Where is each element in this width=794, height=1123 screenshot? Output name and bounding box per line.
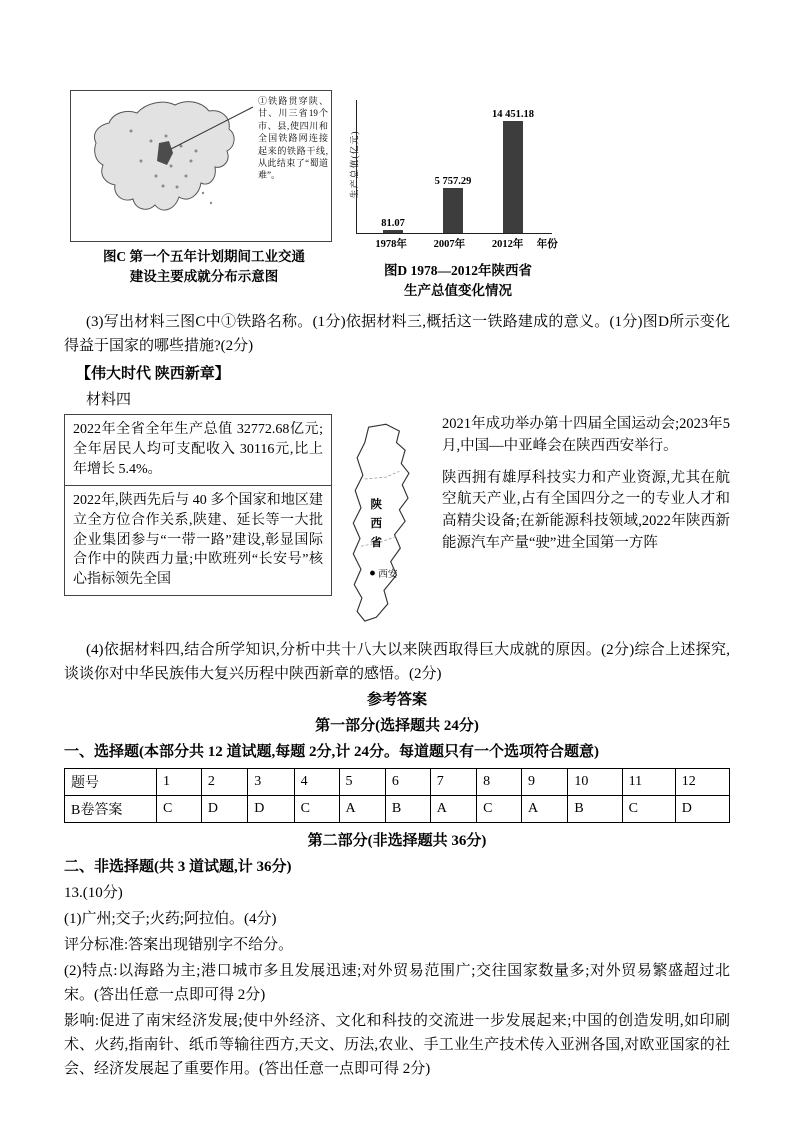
section1-instructions: 一、选择题(本部分共 12 道试题,每题 2分,计 24分。每道题只有一个选项符合题意) <box>64 744 599 761</box>
figure-c-caption <box>70 247 338 286</box>
bar-1978 <box>383 230 403 233</box>
x-axis-labels <box>356 236 562 251</box>
table-header-cell: 7 <box>430 769 476 796</box>
reference-answers-title: 参考答案 <box>366 692 427 709</box>
answer-cell: B <box>568 796 622 823</box>
answer-cell: D <box>675 796 729 823</box>
material-4-cell-gdp: 2022年全省全年生产总值 32772.68亿元;全年居民人均可支配收入 30116元,比上年增长 5.4%。 <box>64 414 332 486</box>
answer-cell: A <box>339 796 385 823</box>
answer-table-header-row <box>65 769 730 796</box>
figure-d-caption <box>338 261 578 300</box>
answer-table <box>64 768 730 823</box>
bar-group-2007 <box>423 176 483 233</box>
bar-chart <box>338 96 563 256</box>
railway-annotation: ①铁路贯穿陕、甘、川三省19个市、县,使四川和全国铁路网连接起来的铁路干线,从此结束了“蜀道难”。 <box>258 96 328 181</box>
answer-cell: D <box>248 796 294 823</box>
table-header-cell: 2 <box>201 769 247 796</box>
province-label-char1: 陕 <box>370 498 383 511</box>
bar-group-1978 <box>363 218 423 233</box>
x-tick-2012: 2012年 <box>491 239 524 250</box>
grading-note: 评分标准:答案出现错别字不给分。 <box>64 937 294 954</box>
province-label-char2: 西 <box>370 518 383 531</box>
figure-d <box>338 90 578 300</box>
bar-group-2012 <box>483 109 543 233</box>
material-4-cell-tech: 陕西拥有雄厚科技实力和产业资源,尤其在航空航天产业,占有全国四分之一的专业人才和高精尖设备;在新能源科技领域,2022年陕西新能源汽车产量“驶”进全国第一方阵 <box>442 469 730 551</box>
answer-row-label: B卷答案 <box>65 796 157 823</box>
table-header-cell: 4 <box>294 769 339 796</box>
question-3-text: (3)写出材料三图C中①铁路名称。(1分)依据材料三,概括这一铁路建成的意义。(1分)图D所示变化得益于国家的哪些措施?(2分) <box>64 314 730 355</box>
table-header-cell: 5 <box>339 769 385 796</box>
figure-d-caption-line1: 图D 1978—2012年陕西省 <box>383 263 533 278</box>
table-header-cell: 11 <box>622 769 675 796</box>
answer-cell: C <box>157 796 202 823</box>
figure-c-caption-line1: 图C 第一个五年计划期间工业交通 <box>102 249 306 264</box>
material-4-left-column <box>64 414 332 634</box>
bar-value-label: 14 451.18 <box>492 109 534 120</box>
answer-cell: C <box>294 796 339 823</box>
bar-2012 <box>503 121 523 233</box>
answer-item-2-impact: 影响:促进了南宋经济发展;使中外经济、文化和科技的交流进一步发展起来;中国的创造发明,如印刷术、火药,指南针、纸币等输往西方,天文、历法,农业、手工业生产技术传入亚洲各国,对欧亚国家的社会、经济发展起了重要作用。(答出任意一点即可得 2分) <box>64 1013 730 1078</box>
table-header-cell: 8 <box>477 769 522 796</box>
x-tick-2007: 2007年 <box>433 239 466 250</box>
table-header-cell: 10 <box>568 769 622 796</box>
bar-value-label: 5 757.29 <box>434 176 472 187</box>
table-header-cell: 6 <box>385 769 430 796</box>
material-4-block <box>64 414 730 634</box>
table-header-cell: 9 <box>522 769 568 796</box>
answer-table-values-row <box>65 796 730 823</box>
question-13-label: 13.(10分) <box>64 885 123 902</box>
material-4-map <box>332 414 436 634</box>
answer-item-1: (1)广州;交子;火药;阿拉伯。(4分) <box>64 911 277 928</box>
material-4-right-column <box>436 414 730 634</box>
part1-title: 第一部分(选择题共 24分) <box>315 718 479 735</box>
answer-item-2-features: (2)特点:以海路为主;港口城市多且发展迅速;对外贸易范围广;交往国家数量多;对外贸易繁盛超过北宋。(答出任意一点即可得 2分) <box>64 963 730 1004</box>
answer-cell: B <box>385 796 430 823</box>
bar-value-label: 81.07 <box>381 218 405 229</box>
figure-c <box>70 90 338 300</box>
table-header-cell: 3 <box>248 769 294 796</box>
section2-instructions: 二、非选择题(共 3 道试题,计 36分) <box>64 859 292 876</box>
material-4-cell-events: 2021年成功举办第十四届全国运动会;2023年5月,中国—中亚峰会在陕西西安举行。 <box>442 416 730 454</box>
city-marker-dot <box>370 571 375 576</box>
x-axis-unit-label: 年份 <box>536 239 558 250</box>
table-header-cell: 1 <box>157 769 202 796</box>
question-4-text: (4)依据材料四,结合所学知识,分析中共十八大以来陕西取得巨大成就的原因。(2分)综合上述探究,谈谈你对中华民族伟大复兴历程中陕西新章的感悟。(2分) <box>64 642 730 683</box>
figure-d-caption-line2: 生产总值变化情况 <box>404 282 512 298</box>
figure-c-caption-line2: 建设主要成就分布示意图 <box>129 268 279 284</box>
answer-cell: C <box>622 796 675 823</box>
answer-cell: A <box>430 796 476 823</box>
x-tick-1978: 1978年 <box>375 239 407 250</box>
figure-c-frame <box>70 90 332 242</box>
figures-row <box>70 90 730 300</box>
answer-cell: A <box>522 796 568 823</box>
bar-2007 <box>443 188 463 233</box>
table-header-cell: 12 <box>675 769 729 796</box>
answer-cell: D <box>201 796 247 823</box>
table-header-cell: 题号 <box>65 769 157 796</box>
shaanxi-map-icon <box>336 420 432 634</box>
y-axis-label: 生产总值(亿元) <box>349 130 360 199</box>
city-label: 西安 <box>378 569 398 581</box>
province-label-char3: 省 <box>370 537 383 550</box>
material-4-label: 材料四 <box>86 392 132 409</box>
material-4-cell-cooperation: 2022年,陕西先后与 40 多个国家和地区建立全方位合作关系,陕建、延长等一大批企业集团参与“一带一路”建设,彰显国际合作中的陕西力量;中欧班列“长安号”核心指标领先全国 <box>64 486 332 596</box>
part2-title: 第二部分(非选择题共 36分) <box>307 833 487 850</box>
plot-area <box>356 100 552 234</box>
section-header: 【伟大时代 陕西新章】 <box>76 366 230 383</box>
answer-cell: C <box>477 796 522 823</box>
